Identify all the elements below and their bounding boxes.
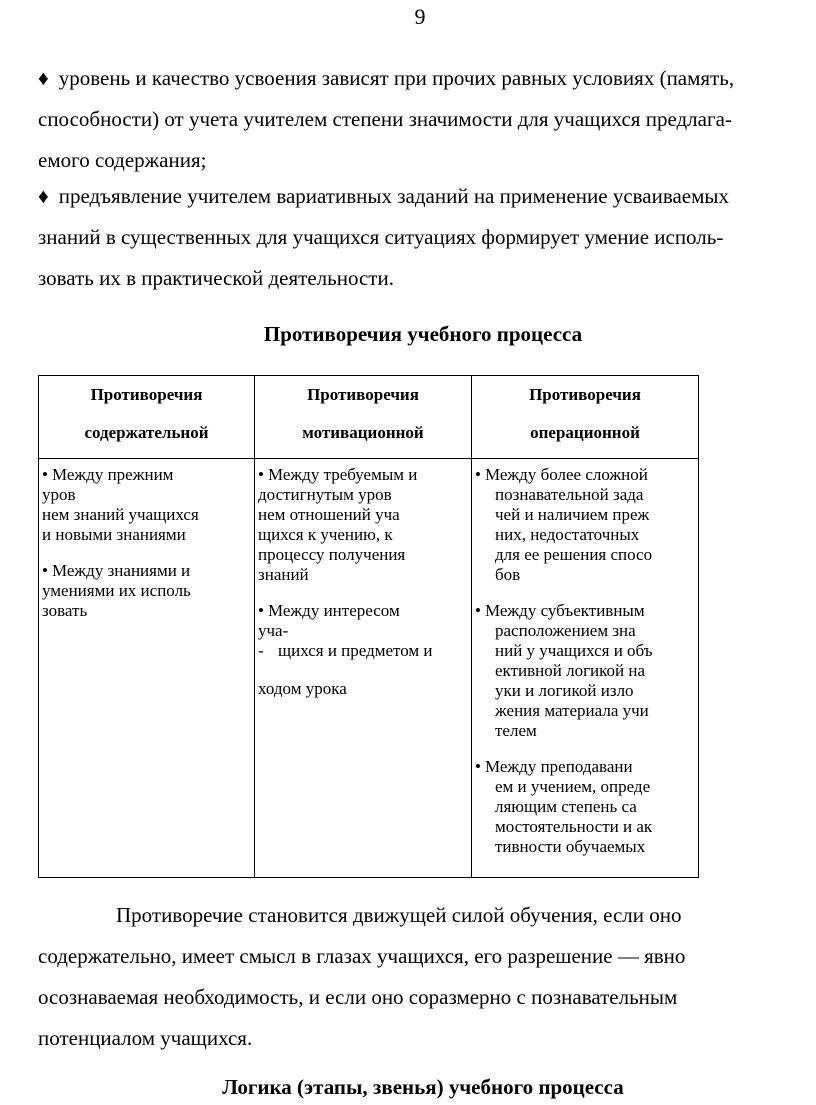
item-line: ходом урока (258, 679, 347, 698)
bullet-paragraph-1 (38, 58, 808, 181)
text-line: зовать их в практической деятельности. (38, 266, 394, 290)
item-line: жения материала учи (495, 701, 649, 720)
bullet-icon: • (258, 601, 264, 620)
item-line: знаний (258, 565, 309, 584)
text-line: знаний в существенных для учащихся ситуациях формирует умение исполь- (38, 225, 724, 249)
item-line: умениями их исполь (42, 581, 191, 600)
text-line: способности) от учета учителем степени значимости для учащихся предлага- (38, 107, 732, 131)
bullet-icon: • (475, 757, 481, 776)
item-line: и новыми знаниями (42, 525, 186, 544)
table-header-row (39, 376, 699, 459)
header-motivational-contradictions (255, 376, 472, 459)
dash-marker: - (258, 641, 264, 660)
item-line: нем знаний учащихся (42, 505, 199, 524)
dash-line (258, 641, 467, 661)
text-line: потенциалом учащихся. (38, 1026, 253, 1050)
list-item (42, 465, 250, 545)
item-line: Между знаниями и (52, 561, 191, 580)
item-line: мостоятельности и ак (495, 817, 653, 836)
text-line: предъявление учителем вариативных заданий на применение усваиваемых (58, 184, 730, 208)
list-item (258, 465, 467, 585)
bullet-icon: • (258, 465, 264, 484)
header-line: мотивационной (302, 423, 424, 442)
item-line: чей и наличием преж (495, 505, 650, 524)
list-item (475, 465, 694, 585)
operational-column-cell (472, 459, 699, 878)
item-line: ективной логикой на (495, 661, 646, 680)
item-line: уров (42, 485, 76, 504)
item-line: уки и логикой изло (495, 681, 634, 700)
header-line: Противоречия (307, 385, 419, 404)
item-line: них, недостаточных (495, 525, 640, 544)
item-line: бов (495, 565, 521, 584)
header-line: операционной (530, 423, 640, 442)
diamond-bullet-icon: ♦ (38, 184, 49, 208)
bullet-icon: • (42, 465, 48, 484)
bullet-icon: • (475, 601, 481, 620)
table-row (39, 459, 699, 878)
item-line: тивности обучаемых (495, 837, 646, 856)
text-line: осознаваемая необходимость, и если оно соразмерно с познавательным (38, 985, 678, 1009)
bullet-icon: • (42, 561, 48, 580)
item-line: ляющим степень са (495, 797, 637, 816)
text-line: емого содержания; (38, 148, 207, 172)
item-line: Между субъективным (485, 601, 645, 620)
bottom-heading: Логика (этапы, звенья) учебного процесса (222, 1075, 624, 1099)
contradictions-table (38, 375, 699, 878)
text-line: содержательно, имеет смысл в глазах учащихся, его разрешение — явно (38, 944, 686, 968)
header-operational-contradictions (472, 376, 699, 459)
body-paragraph (38, 895, 773, 1059)
item-line: ний у учащихся и объ (495, 641, 653, 660)
table-title: Противоречия учебного процесса (263, 322, 583, 346)
item-line: расположением зна (495, 621, 636, 640)
item-line: для ее решения спосо (495, 545, 653, 564)
header-line: содержательной (84, 423, 209, 442)
header-line: Противоречия (90, 385, 203, 404)
item-line: процессу получения (258, 545, 406, 564)
list-item (475, 757, 694, 857)
item-line: Между интересом (268, 601, 400, 620)
motivation-column-cell (255, 459, 472, 878)
item-line: уча- (258, 621, 289, 640)
item-line: телем (495, 721, 537, 740)
item-line: достигнутым уров (258, 485, 392, 504)
list-item (475, 601, 694, 741)
bullet-icon: • (475, 465, 481, 484)
page-number: 9 (414, 4, 426, 29)
list-item (258, 601, 467, 699)
item-line: Между преподавани (485, 757, 633, 776)
item-line: щихся к учению, к (258, 525, 393, 544)
item-line: познавательной зада (495, 485, 644, 504)
item-line: Между требуемым и (268, 465, 418, 484)
item-line: ем и учением, опреде (495, 777, 651, 796)
item-line: зовать (42, 601, 88, 620)
content-column-cell (39, 459, 255, 878)
item-line: Между более сложной (485, 465, 648, 484)
item-line: щихся и предметом и (278, 641, 433, 660)
header-line: Противоречия (529, 385, 641, 404)
item-line: нем отношений уча (258, 505, 400, 524)
bullet-paragraph-2 (38, 176, 808, 299)
list-item (42, 561, 250, 621)
diamond-bullet-icon: ♦ (38, 66, 49, 90)
header-content-contradictions (39, 376, 255, 459)
text-line: Противоречие становится движущей силой обучения, если оно (116, 903, 682, 927)
text-line: уровень и качество усвоения зависят при прочих равных условиях (память, (58, 66, 735, 90)
item-line: Между прежним (52, 465, 174, 484)
